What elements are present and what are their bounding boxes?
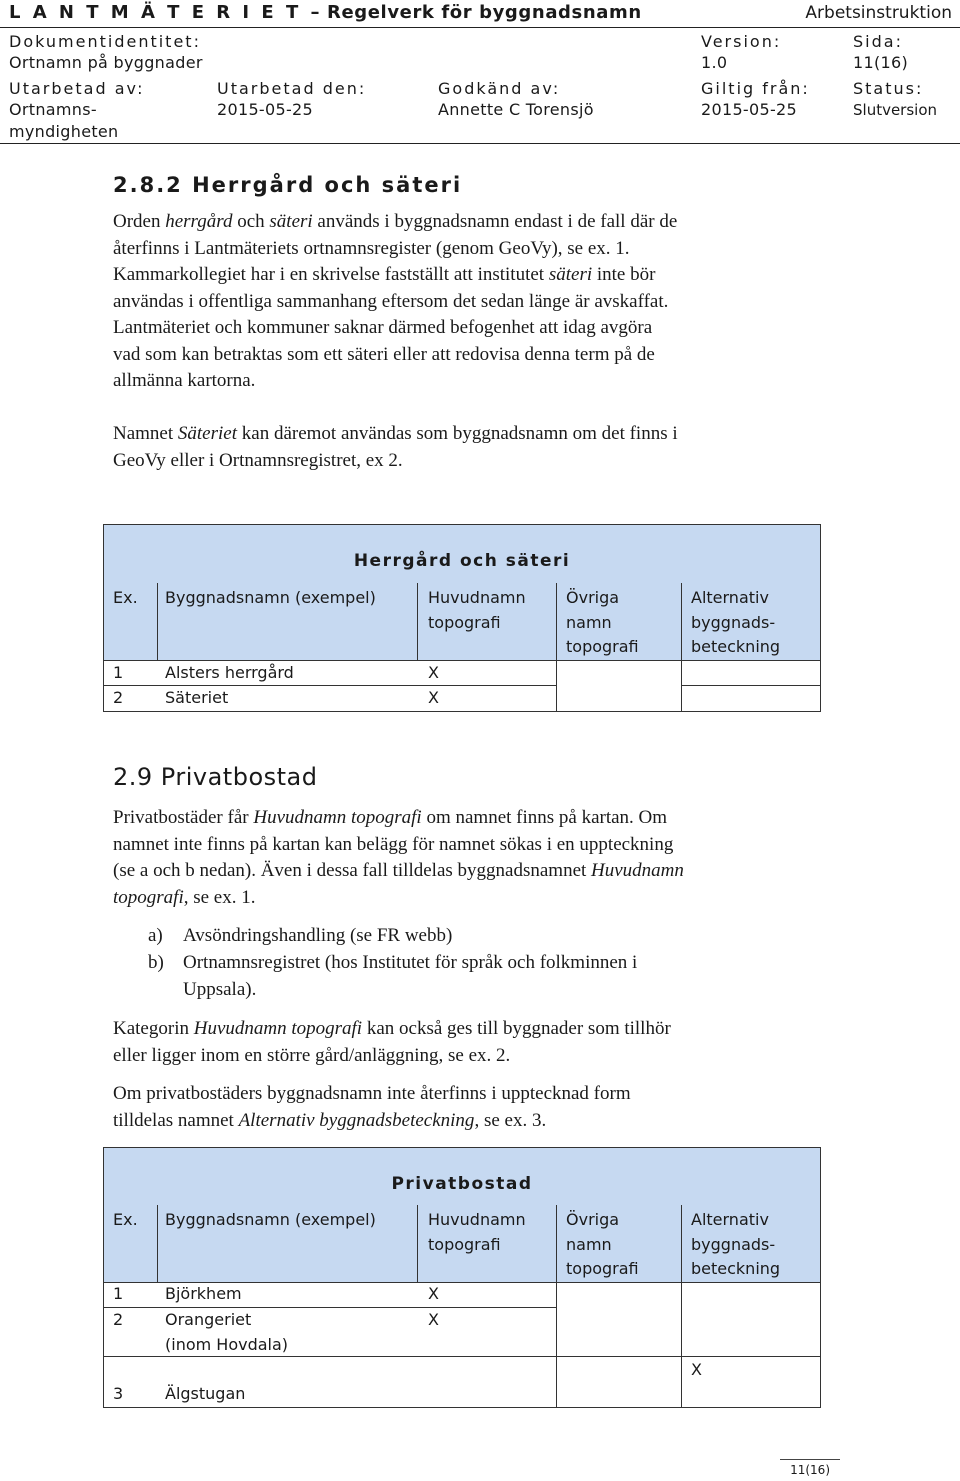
text-line <box>113 1108 853 1135</box>
col-header-huvudnamn <box>428 586 526 635</box>
text-line <box>113 342 853 369</box>
col-header-line: beteckning <box>691 1259 781 1278</box>
footer-page-number: 11(16) <box>790 1463 830 1477</box>
col-header-line: namn <box>566 1234 612 1254</box>
list-item-a-text: Avsöndringshandling (se FR webb) <box>183 925 453 946</box>
status-label: Status: <box>853 79 924 98</box>
list-item-b-text-2: Uppsala). <box>183 979 257 1000</box>
col-header-line: Huvudnamn <box>428 1210 526 1229</box>
text-segment: Kammarkollegiet har i en skrivelse fastställt att institutet <box>113 264 549 285</box>
prepared-date-value: 2015-05-25 <box>217 100 313 119</box>
text-segment: eller ligger inom en större gård/anläggning, se ex. 2. <box>113 1044 511 1066</box>
grid-line <box>157 583 158 660</box>
italic-term: herrgård <box>165 211 233 232</box>
col-header-line: Alternativ <box>691 588 769 607</box>
header-org-title <box>9 2 642 23</box>
text-segment: om namnet finns på kartan. Om <box>421 807 668 828</box>
row-2-huvud: X <box>428 1310 439 1329</box>
text-segment: och <box>232 211 270 232</box>
text-line <box>113 1081 853 1108</box>
col-header-byggnadsnamn: Byggnadsnamn (exempel) <box>165 1210 376 1229</box>
section-2-9-paragraph-2 <box>113 1016 853 1069</box>
text-segment: Lantmäteriet och kommuner saknar därmed befogenhet att idag avgöra <box>113 317 653 338</box>
section-2-8-2-heading: 2.8.2 Herrgård och säteri <box>113 173 463 197</box>
valid-from-value: 2015-05-25 <box>701 100 797 119</box>
section-2-9-paragraph-3 <box>113 1081 853 1134</box>
text-segment: , se ex. 3. <box>474 1109 547 1131</box>
table-caption: Privatbostad <box>391 1174 533 1194</box>
col-header-byggnadsnamn: Byggnadsnamn (exempel) <box>165 588 376 607</box>
col-header-line: byggnads- <box>691 1234 776 1254</box>
text-line <box>113 315 853 342</box>
col-header-line: Övriga <box>566 588 620 607</box>
list-item-b-text: Ortnamnsregistret (hos Institutet för språk och folkminnen i <box>183 952 638 973</box>
text-segment: tilldelas namnet <box>113 1109 239 1131</box>
col-header-line: topografi <box>566 637 639 656</box>
row-2-ex: 2 <box>113 688 124 707</box>
italic-term: säteri <box>548 264 593 285</box>
text-line <box>113 858 853 885</box>
col-header-ovriga <box>566 1208 639 1282</box>
grid-line <box>417 1205 418 1282</box>
text-segment: användas i offentliga sammanhang eftersom det sedan länge är avskaffat. <box>113 290 669 312</box>
row-1-ex: 1 <box>113 1284 124 1303</box>
valid-from-label: Giltig från: <box>701 79 810 98</box>
text-line <box>113 262 853 289</box>
grid-line <box>681 1205 682 1407</box>
col-header-line: namn <box>566 612 612 632</box>
text-segment: återfinns i Lantmäteriets ortnamnsregister (genom GeoVy), se ex. 1. <box>113 237 630 259</box>
version-label: Version: <box>701 32 782 51</box>
italic-term: Säteriet <box>177 423 238 444</box>
col-header-line: topografi <box>566 1259 639 1278</box>
text-segment: , se ex. 1. <box>183 886 256 908</box>
row-3-ex: 3 <box>113 1384 124 1403</box>
row-2-huvud: X <box>428 688 439 707</box>
text-segment: Om privatbostäders byggnadsnamn inte återfinns i upptecknad form <box>113 1083 631 1104</box>
col-header-line: topografi <box>428 612 501 632</box>
italic-term: Huvudnamn topografi <box>253 807 422 828</box>
text-line <box>113 421 853 448</box>
text-line <box>113 805 853 832</box>
row-1-name: Alsters herrgård <box>165 663 294 682</box>
col-header-huvudnamn <box>428 1208 526 1257</box>
text-segment: namnet inte finns på kartan kan belägg för namnet sökas i en uppteckning <box>113 833 674 855</box>
row-1-name: Björkhem <box>165 1284 242 1303</box>
col-header-line: Alternativ <box>691 1210 769 1229</box>
text-segment: (se a och b nedan). Även i dessa fall tilldelas byggnadsnamnet <box>113 860 592 881</box>
text-segment: Privatbostäder får <box>113 807 254 828</box>
text-segment: inte bör <box>592 264 656 285</box>
col-header-line: topografi <box>428 1234 501 1254</box>
document-type: Arbetsinstruktion <box>805 3 952 23</box>
row-1-huvud: X <box>428 1284 439 1303</box>
paragraph-lines <box>113 421 853 474</box>
row-2-name: Säteriet <box>165 688 229 707</box>
row-1-ex: 1 <box>113 663 124 682</box>
italic-term: Huvudnamn <box>591 860 684 881</box>
prepared-by-label: Utarbetad av: <box>9 79 145 98</box>
col-header-alternativ <box>691 1208 780 1282</box>
text-line <box>113 289 853 316</box>
doc-id-label: Dokumentidentitet: <box>9 32 201 51</box>
text-segment: Orden <box>113 211 166 232</box>
row-2-ex: 2 <box>113 1310 124 1329</box>
text-line <box>113 1016 853 1043</box>
italic-term: Huvudnamn topografi <box>193 1018 363 1039</box>
table-herrgard-och-sateri <box>103 524 821 712</box>
header-rule-bottom <box>0 143 960 144</box>
prepared-date-label: Utarbetad den: <box>217 79 367 98</box>
row-3-alt: X <box>691 1360 702 1379</box>
paragraph-lines <box>113 209 853 395</box>
row-1-huvud: X <box>428 663 439 682</box>
col-header-line: beteckning <box>691 637 781 656</box>
col-header-line: Huvudnamn <box>428 588 526 607</box>
text-segment: kan också ges till byggnader som tillhör <box>362 1018 671 1039</box>
grid-line <box>157 1205 158 1282</box>
text-line <box>113 448 853 475</box>
text-line <box>113 885 853 912</box>
text-segment: Kategorin <box>113 1018 194 1039</box>
text-segment: används i byggnadsnamn endast i de fall där de <box>312 211 678 232</box>
header-dash: – <box>310 2 327 23</box>
col-header-line: Övriga <box>566 1210 620 1229</box>
paragraph-lines <box>113 1016 853 1069</box>
org-name: L A N T M Ä T E R I E T <box>9 2 302 23</box>
col-header-ex: Ex. <box>113 588 138 607</box>
approved-by-label: Godkänd av: <box>438 79 561 98</box>
italic-term: topografi <box>113 886 184 908</box>
grid-line <box>556 583 557 711</box>
text-line <box>113 1043 853 1070</box>
approved-by-value: Annette C Torensjö <box>438 100 594 119</box>
section-2-8-2-paragraph-2 <box>113 421 853 474</box>
section-2-8-2-paragraph-1 <box>113 209 853 395</box>
name-line: (inom Hovdala) <box>165 1334 289 1354</box>
text-segment: GeoVy eller i Ortnamnsregistret, ex 2. <box>113 449 403 471</box>
text-line <box>113 832 853 859</box>
section-2-9-heading: 2.9 Privatbostad <box>113 763 318 791</box>
grid-line <box>681 583 682 711</box>
section-2-9-paragraph-1 <box>113 805 853 911</box>
footer-rule <box>780 1459 840 1460</box>
italic-term: Alternativ byggnadsbeteckning <box>238 1109 475 1131</box>
grid-line <box>681 685 820 686</box>
row-2-name <box>165 1308 288 1357</box>
doc-id-value: Ortnamn på byggnader <box>9 53 203 72</box>
table-privatbostad <box>103 1147 821 1408</box>
text-segment: allmänna kartorna. <box>113 370 256 391</box>
paragraph-lines <box>113 1081 853 1134</box>
name-line: Orangeriet <box>165 1310 252 1329</box>
text-segment: vad som kan betraktas som ett säteri eller att redovisa denna term på de <box>113 343 655 365</box>
list-item-a-marker: a) <box>148 925 163 946</box>
col-header-alternativ <box>691 586 780 660</box>
version-value: 1.0 <box>701 53 728 72</box>
list-item-b-marker: b) <box>148 952 164 973</box>
status-value: Slutversion <box>853 101 938 119</box>
italic-term: säteri <box>269 211 313 232</box>
prepared-by-value-2: myndigheten <box>9 122 119 141</box>
col-header-ovriga <box>566 586 639 660</box>
page-value: 11(16) <box>853 53 909 72</box>
grid-line <box>556 1205 557 1407</box>
header-rule-top <box>0 27 960 28</box>
col-header-ex: Ex. <box>113 1210 138 1229</box>
grid-line <box>417 583 418 660</box>
regelverk-title: Regelverk för byggnadsnamn <box>326 2 642 23</box>
text-segment: Namnet <box>113 423 178 444</box>
col-header-line: byggnads- <box>691 612 776 632</box>
text-segment: kan däremot användas som byggnadsnamn om det finns i <box>237 423 678 444</box>
text-line <box>113 209 853 236</box>
text-line <box>113 236 853 263</box>
table-caption: Herrgård och säteri <box>353 551 571 571</box>
row-3-name: Älgstugan <box>165 1384 246 1403</box>
page-label: Sida: <box>853 32 903 51</box>
paragraph-lines <box>113 805 853 911</box>
text-line <box>113 368 853 395</box>
prepared-by-value: Ortnamns- <box>9 100 97 119</box>
